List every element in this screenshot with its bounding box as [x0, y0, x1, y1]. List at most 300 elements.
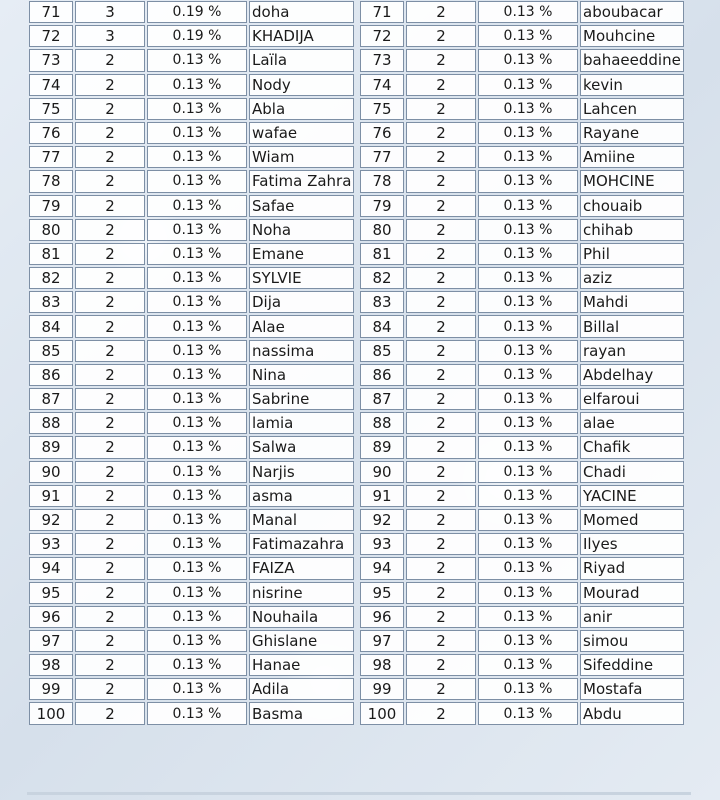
table-row: [360, 219, 684, 241]
table-row: [360, 315, 684, 337]
rank-cell: 82: [29, 267, 73, 289]
rank-cell: 72: [29, 25, 73, 47]
table-row: [360, 340, 684, 362]
name-cell: elfaroui: [580, 388, 684, 410]
bottom-border: [27, 792, 691, 795]
table-row: [29, 412, 354, 434]
count-cell: 2: [75, 436, 145, 458]
rank-cell: 79: [360, 195, 404, 217]
rank-cell: 99: [29, 678, 73, 700]
table-row: [360, 678, 684, 700]
percent-cell: 0.13 %: [478, 315, 578, 337]
count-cell: 2: [75, 315, 145, 337]
name-cell: aziz: [580, 267, 684, 289]
count-cell: 2: [75, 654, 145, 676]
table-row: [360, 412, 684, 434]
percent-cell: 0.13 %: [147, 702, 247, 724]
percent-cell: 0.13 %: [478, 582, 578, 604]
percent-cell: 0.19 %: [147, 25, 247, 47]
left-ranking-body: [29, 1, 354, 725]
table-row: [360, 606, 684, 628]
percent-cell: 0.13 %: [147, 315, 247, 337]
percent-cell: 0.13 %: [147, 485, 247, 507]
name-cell: SYLVIE: [249, 267, 354, 289]
name-cell: Basma: [249, 702, 354, 724]
count-cell: 2: [75, 291, 145, 313]
name-cell: alae: [580, 412, 684, 434]
table-row: [360, 49, 684, 71]
count-cell: 2: [75, 195, 145, 217]
rank-cell: 90: [360, 461, 404, 483]
rank-cell: 97: [360, 630, 404, 652]
left-ranking-table: [27, 0, 356, 727]
percent-cell: 0.13 %: [147, 436, 247, 458]
percent-cell: 0.13 %: [147, 412, 247, 434]
percent-cell: 0.13 %: [147, 654, 247, 676]
name-cell: Mourad: [580, 582, 684, 604]
rank-cell: 74: [360, 74, 404, 96]
name-cell: wafae: [249, 122, 354, 144]
rank-cell: 81: [29, 243, 73, 265]
percent-cell: 0.13 %: [147, 630, 247, 652]
name-cell: Abdelhay: [580, 364, 684, 386]
rank-cell: 89: [29, 436, 73, 458]
rank-cell: 100: [29, 702, 73, 724]
name-cell: Fatima Zahra: [249, 170, 354, 192]
table-row: [29, 219, 354, 241]
name-cell: Phil: [580, 243, 684, 265]
percent-cell: 0.13 %: [478, 702, 578, 724]
name-cell: Riyad: [580, 557, 684, 579]
count-cell: 2: [406, 340, 476, 362]
percent-cell: 0.13 %: [478, 533, 578, 555]
table-row: [29, 243, 354, 265]
table-row: [360, 582, 684, 604]
count-cell: 2: [406, 509, 476, 531]
count-cell: 2: [75, 364, 145, 386]
table-row: [29, 436, 354, 458]
count-cell: 2: [75, 702, 145, 724]
table-row: [29, 388, 354, 410]
count-cell: 2: [75, 485, 145, 507]
rank-cell: 74: [29, 74, 73, 96]
name-cell: Chafik: [580, 436, 684, 458]
count-cell: 2: [406, 98, 476, 120]
rank-cell: 91: [360, 485, 404, 507]
rank-cell: 80: [360, 219, 404, 241]
rank-cell: 90: [29, 461, 73, 483]
rank-cell: 78: [29, 170, 73, 192]
count-cell: 2: [406, 702, 476, 724]
percent-cell: 0.13 %: [147, 170, 247, 192]
count-cell: 2: [406, 170, 476, 192]
count-cell: 2: [406, 678, 476, 700]
count-cell: 2: [75, 122, 145, 144]
name-cell: chouaib: [580, 195, 684, 217]
table-row: [360, 509, 684, 531]
percent-cell: 0.13 %: [147, 678, 247, 700]
name-cell: Noha: [249, 219, 354, 241]
table-row: [360, 485, 684, 507]
count-cell: 2: [75, 606, 145, 628]
name-cell: bahaeeddine: [580, 49, 684, 71]
percent-cell: 0.13 %: [478, 364, 578, 386]
table-row: [360, 702, 684, 724]
name-cell: Sabrine: [249, 388, 354, 410]
count-cell: 2: [75, 557, 145, 579]
name-cell: Narjis: [249, 461, 354, 483]
table-row: [29, 533, 354, 555]
count-cell: 2: [406, 267, 476, 289]
table-row: [29, 582, 354, 604]
table-row: [360, 267, 684, 289]
rank-cell: 86: [360, 364, 404, 386]
count-cell: 2: [406, 146, 476, 168]
count-cell: 2: [75, 509, 145, 531]
table-row: [360, 170, 684, 192]
percent-cell: 0.13 %: [478, 606, 578, 628]
table-row: [29, 630, 354, 652]
name-cell: Dija: [249, 291, 354, 313]
table-row: [360, 98, 684, 120]
name-cell: Abdu: [580, 702, 684, 724]
percent-cell: 0.13 %: [478, 509, 578, 531]
count-cell: 2: [75, 630, 145, 652]
table-row: [360, 630, 684, 652]
rank-cell: 86: [29, 364, 73, 386]
rank-cell: 88: [360, 412, 404, 434]
rank-cell: 71: [360, 1, 404, 23]
percent-cell: 0.13 %: [147, 267, 247, 289]
rank-cell: 84: [360, 315, 404, 337]
rank-cell: 77: [360, 146, 404, 168]
table-row: [360, 364, 684, 386]
rank-cell: 82: [360, 267, 404, 289]
count-cell: 2: [406, 388, 476, 410]
percent-cell: 0.13 %: [147, 122, 247, 144]
name-cell: Billal: [580, 315, 684, 337]
percent-cell: 0.13 %: [478, 557, 578, 579]
name-cell: Amiine: [580, 146, 684, 168]
rank-cell: 87: [29, 388, 73, 410]
percent-cell: 0.13 %: [478, 195, 578, 217]
name-cell: simou: [580, 630, 684, 652]
table-row: [29, 291, 354, 313]
name-cell: Rayane: [580, 122, 684, 144]
rank-cell: 83: [29, 291, 73, 313]
percent-cell: 0.13 %: [478, 388, 578, 410]
percent-cell: 0.13 %: [478, 49, 578, 71]
name-cell: Mostafa: [580, 678, 684, 700]
name-cell: rayan: [580, 340, 684, 362]
name-cell: Ilyes: [580, 533, 684, 555]
table-row: [29, 49, 354, 71]
table-row: [360, 25, 684, 47]
percent-cell: 0.13 %: [147, 557, 247, 579]
name-cell: Ghislane: [249, 630, 354, 652]
name-cell: Sifeddine: [580, 654, 684, 676]
table-row: [360, 195, 684, 217]
count-cell: 2: [75, 49, 145, 71]
name-cell: MOHCINE: [580, 170, 684, 192]
table-row: [360, 436, 684, 458]
table-row: [360, 533, 684, 555]
count-cell: 2: [406, 291, 476, 313]
count-cell: 2: [406, 195, 476, 217]
table-row: [360, 146, 684, 168]
percent-cell: 0.13 %: [478, 25, 578, 47]
percent-cell: 0.13 %: [478, 412, 578, 434]
name-cell: aboubacar: [580, 1, 684, 23]
table-row: [29, 702, 354, 724]
name-cell: Nina: [249, 364, 354, 386]
rank-cell: 80: [29, 219, 73, 241]
percent-cell: 0.13 %: [147, 509, 247, 531]
percent-cell: 0.13 %: [478, 340, 578, 362]
rank-cell: 71: [29, 1, 73, 23]
rank-cell: 93: [29, 533, 73, 555]
table-row: [29, 461, 354, 483]
count-cell: 3: [75, 25, 145, 47]
rank-cell: 95: [360, 582, 404, 604]
count-cell: 2: [75, 170, 145, 192]
table-row: [29, 606, 354, 628]
name-cell: Momed: [580, 509, 684, 531]
table-row: [29, 146, 354, 168]
count-cell: 2: [406, 364, 476, 386]
count-cell: 2: [406, 122, 476, 144]
rank-cell: 83: [360, 291, 404, 313]
name-cell: nassima: [249, 340, 354, 362]
name-cell: Hanae: [249, 654, 354, 676]
count-cell: 2: [75, 533, 145, 555]
rank-cell: 93: [360, 533, 404, 555]
count-cell: 2: [406, 461, 476, 483]
count-cell: 2: [406, 219, 476, 241]
table-row: [360, 291, 684, 313]
percent-cell: 0.13 %: [147, 461, 247, 483]
table-row: [29, 170, 354, 192]
percent-cell: 0.13 %: [147, 49, 247, 71]
count-cell: 2: [406, 557, 476, 579]
table-row: [360, 461, 684, 483]
rank-cell: 98: [29, 654, 73, 676]
table-row: [29, 485, 354, 507]
count-cell: 2: [406, 533, 476, 555]
rank-cell: 92: [360, 509, 404, 531]
table-row: [29, 654, 354, 676]
name-cell: Manal: [249, 509, 354, 531]
rank-cell: 78: [360, 170, 404, 192]
name-cell: Laïla: [249, 49, 354, 71]
percent-cell: 0.13 %: [147, 195, 247, 217]
count-cell: 2: [406, 243, 476, 265]
percent-cell: 0.13 %: [147, 606, 247, 628]
percent-cell: 0.13 %: [478, 485, 578, 507]
percent-cell: 0.13 %: [478, 654, 578, 676]
table-row: [360, 388, 684, 410]
name-cell: Safae: [249, 195, 354, 217]
count-cell: 2: [75, 388, 145, 410]
percent-cell: 0.13 %: [147, 388, 247, 410]
count-cell: 2: [406, 25, 476, 47]
count-cell: 2: [75, 412, 145, 434]
percent-cell: 0.13 %: [478, 170, 578, 192]
rank-cell: 85: [360, 340, 404, 362]
count-cell: 3: [75, 1, 145, 23]
percent-cell: 0.13 %: [147, 243, 247, 265]
name-cell: Mouhcine: [580, 25, 684, 47]
table-row: [29, 122, 354, 144]
percent-cell: 0.13 %: [478, 1, 578, 23]
name-cell: Mahdi: [580, 291, 684, 313]
count-cell: 2: [75, 98, 145, 120]
rank-cell: 73: [360, 49, 404, 71]
table-row: [360, 74, 684, 96]
count-cell: 2: [406, 315, 476, 337]
rank-cell: 85: [29, 340, 73, 362]
name-cell: Wiam: [249, 146, 354, 168]
percent-cell: 0.13 %: [147, 533, 247, 555]
rank-cell: 94: [360, 557, 404, 579]
name-cell: Chadi: [580, 461, 684, 483]
count-cell: 2: [406, 485, 476, 507]
name-cell: FAIZA: [249, 557, 354, 579]
percent-cell: 0.13 %: [147, 364, 247, 386]
rank-cell: 89: [360, 436, 404, 458]
table-row: [29, 340, 354, 362]
percent-cell: 0.13 %: [147, 219, 247, 241]
name-cell: Lahcen: [580, 98, 684, 120]
rank-cell: 73: [29, 49, 73, 71]
percent-cell: 0.13 %: [147, 582, 247, 604]
rank-cell: 92: [29, 509, 73, 531]
count-cell: 2: [75, 243, 145, 265]
table-row: [29, 678, 354, 700]
percent-cell: 0.13 %: [478, 630, 578, 652]
percent-cell: 0.13 %: [478, 461, 578, 483]
rank-cell: 96: [29, 606, 73, 628]
name-cell: Abla: [249, 98, 354, 120]
table-row: [360, 1, 684, 23]
table-row: [29, 74, 354, 96]
percent-cell: 0.13 %: [147, 146, 247, 168]
name-cell: YACINE: [580, 485, 684, 507]
count-cell: 2: [406, 412, 476, 434]
rank-cell: 87: [360, 388, 404, 410]
name-cell: Emane: [249, 243, 354, 265]
count-cell: 2: [406, 49, 476, 71]
name-cell: asma: [249, 485, 354, 507]
rank-cell: 75: [29, 98, 73, 120]
percent-cell: 0.13 %: [147, 98, 247, 120]
rank-cell: 77: [29, 146, 73, 168]
right-ranking-body: [360, 1, 684, 725]
percent-cell: 0.13 %: [478, 146, 578, 168]
name-cell: nisrine: [249, 582, 354, 604]
count-cell: 2: [406, 582, 476, 604]
count-cell: 2: [406, 436, 476, 458]
percent-cell: 0.13 %: [478, 267, 578, 289]
right-ranking-table: [358, 0, 686, 727]
table-row: [360, 122, 684, 144]
rank-cell: 94: [29, 557, 73, 579]
table-row: [360, 243, 684, 265]
rank-cell: 97: [29, 630, 73, 652]
name-cell: doha: [249, 1, 354, 23]
percent-cell: 0.13 %: [478, 291, 578, 313]
percent-cell: 0.13 %: [147, 340, 247, 362]
name-cell: anir: [580, 606, 684, 628]
percent-cell: 0.13 %: [147, 291, 247, 313]
table-row: [29, 509, 354, 531]
name-cell: Alae: [249, 315, 354, 337]
percent-cell: 0.13 %: [478, 678, 578, 700]
rank-cell: 75: [360, 98, 404, 120]
count-cell: 2: [75, 74, 145, 96]
rank-cell: 96: [360, 606, 404, 628]
percent-cell: 0.13 %: [478, 74, 578, 96]
percent-cell: 0.13 %: [147, 74, 247, 96]
name-cell: Nody: [249, 74, 354, 96]
percent-cell: 0.13 %: [478, 436, 578, 458]
count-cell: 2: [75, 461, 145, 483]
rank-cell: 84: [29, 315, 73, 337]
rank-cell: 88: [29, 412, 73, 434]
rank-cell: 81: [360, 243, 404, 265]
name-cell: Salwa: [249, 436, 354, 458]
count-cell: 2: [75, 340, 145, 362]
rank-cell: 79: [29, 195, 73, 217]
table-row: [29, 267, 354, 289]
percent-cell: 0.19 %: [147, 1, 247, 23]
table-row: [29, 364, 354, 386]
count-cell: 2: [75, 678, 145, 700]
name-cell: Nouhaila: [249, 606, 354, 628]
name-cell: kevin: [580, 74, 684, 96]
count-cell: 2: [75, 582, 145, 604]
rank-cell: 95: [29, 582, 73, 604]
percent-cell: 0.13 %: [478, 219, 578, 241]
count-cell: 2: [75, 267, 145, 289]
table-row: [360, 557, 684, 579]
rank-cell: 76: [360, 122, 404, 144]
count-cell: 2: [406, 1, 476, 23]
count-cell: 2: [406, 654, 476, 676]
table-row: [29, 25, 354, 47]
name-cell: Fatimazahra: [249, 533, 354, 555]
table-row: [29, 1, 354, 23]
name-cell: chihab: [580, 219, 684, 241]
count-cell: 2: [75, 219, 145, 241]
count-cell: 2: [406, 606, 476, 628]
rank-cell: 99: [360, 678, 404, 700]
name-cell: Adila: [249, 678, 354, 700]
percent-cell: 0.13 %: [478, 243, 578, 265]
table-row: [360, 654, 684, 676]
rank-cell: 100: [360, 702, 404, 724]
name-cell: lamia: [249, 412, 354, 434]
table-row: [29, 195, 354, 217]
rank-cell: 91: [29, 485, 73, 507]
name-cell: KHADIJA: [249, 25, 354, 47]
rank-cell: 76: [29, 122, 73, 144]
count-cell: 2: [406, 630, 476, 652]
rank-cell: 72: [360, 25, 404, 47]
percent-cell: 0.13 %: [478, 122, 578, 144]
table-row: [29, 557, 354, 579]
rank-cell: 98: [360, 654, 404, 676]
